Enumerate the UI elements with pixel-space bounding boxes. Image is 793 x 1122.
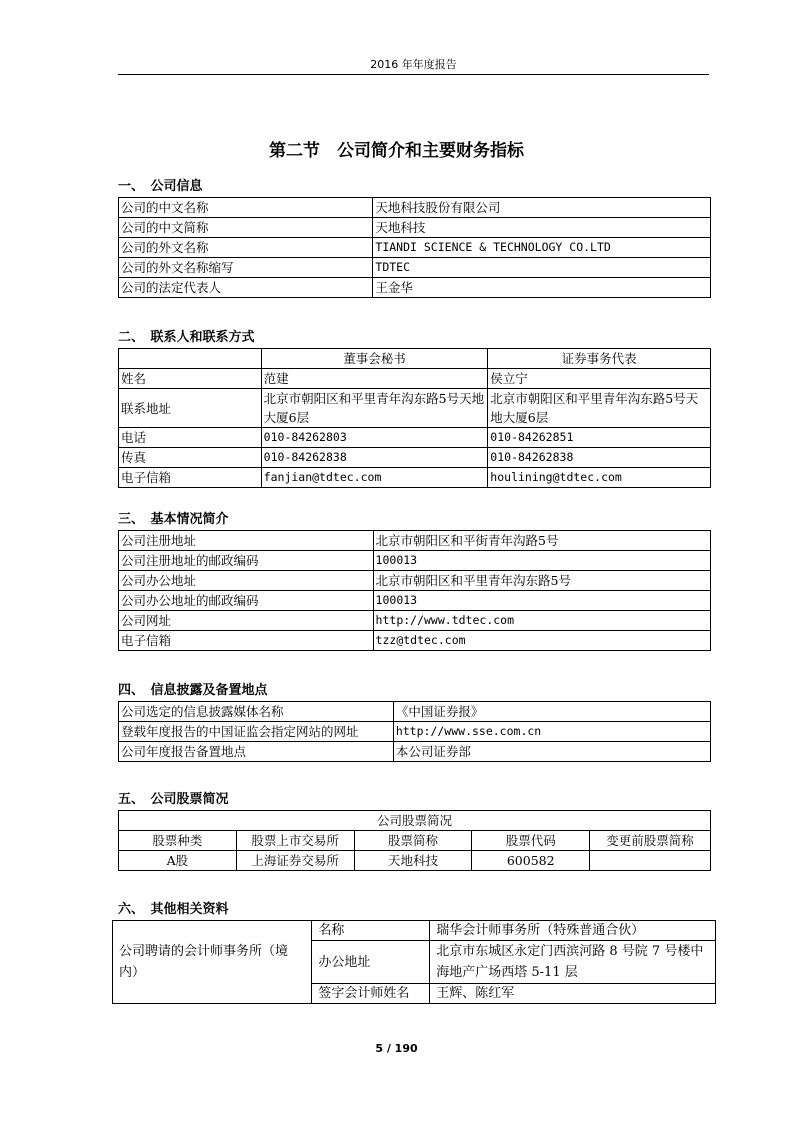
field-value: 王金华: [373, 278, 711, 298]
disclosure-table: [118, 701, 711, 762]
section-heading-contacts: 二、 联系人和联系方式: [118, 330, 255, 345]
table-row: [119, 468, 711, 488]
field-value: 本公司证券部: [393, 742, 710, 762]
table-row: [119, 702, 711, 722]
accounting-firm-label: 公司聘请的会计师事务所（境内）: [113, 921, 312, 1004]
stock-type: A股: [119, 851, 237, 871]
stock-table: [118, 810, 711, 871]
contacts-table: [118, 348, 711, 488]
field-value: 北京市东城区永定门西滨河路 8 号院 7 号楼中海地产广场西塔 5-11 层: [430, 941, 716, 984]
column-header: 股票种类: [119, 831, 237, 851]
table-row: [119, 831, 711, 851]
table-row: [119, 811, 711, 831]
field-label: 公司办公地址: [119, 571, 374, 591]
rep-value: 侯立宁: [488, 369, 711, 389]
field-value: TDTEC: [373, 258, 711, 278]
table-row: [119, 571, 711, 591]
field-label: 传真: [119, 448, 262, 468]
column-header: 股票上市交易所: [236, 831, 354, 851]
table-row: [113, 921, 716, 941]
field-value: 100013: [373, 591, 710, 611]
header-rule: [118, 74, 709, 75]
section-title: 第二节 公司简介和主要财务指标: [269, 141, 524, 161]
secretary-value: 010-84262838: [261, 448, 488, 468]
page-header: 2016 年年度报告: [370, 58, 457, 71]
page-number: 5 / 190: [375, 1042, 418, 1055]
secretary-value: fanjian@tdtec.com: [261, 468, 488, 488]
field-label: 公司注册地址: [119, 531, 374, 551]
field-label: 联系地址: [119, 389, 262, 428]
rep-value: 010-84262851: [488, 428, 711, 448]
field-label: 公司的外文名称缩写: [119, 258, 373, 278]
field-label: 电子信箱: [119, 631, 374, 651]
table-row: [119, 198, 711, 218]
field-value: 瑞华会计师事务所（特殊普通合伙）: [430, 921, 716, 941]
column-header: 股票代码: [472, 831, 590, 851]
rep-value: houlining@tdtec.com: [488, 468, 711, 488]
field-label: 公司网址: [119, 611, 374, 631]
stock-exchange: 上海证券交易所: [236, 851, 354, 871]
field-label: 公司办公地址的邮政编码: [119, 591, 374, 611]
table-row: [119, 349, 711, 369]
field-value: TIANDI SCIENCE & TECHNOLOGY CO.LTD: [373, 238, 711, 258]
header-blank: [119, 349, 262, 369]
field-label: 签字会计师姓名: [312, 984, 430, 1004]
table-row: [119, 851, 711, 871]
section-heading-company-info: 一、 公司信息: [118, 179, 203, 194]
table-row: [119, 369, 711, 389]
field-label: 公司年度报告备置地点: [119, 742, 394, 762]
table-row: [119, 591, 711, 611]
website-value: http://www.tdtec.com: [373, 611, 710, 631]
table-row: [119, 389, 711, 428]
table-row: [119, 278, 711, 298]
field-value: 北京市朝阳区和平街青年沟路5号: [373, 531, 710, 551]
secretary-value: 北京市朝阳区和平里青年沟东路5号天地大厦6层: [261, 389, 488, 428]
stock-code: 600582: [472, 851, 590, 871]
table-row: [119, 551, 711, 571]
stock-table-caption: 公司股票简况: [119, 811, 711, 831]
column-header: 股票简称: [354, 831, 472, 851]
field-label: 公司的中文名称: [119, 198, 373, 218]
column-header-rep: 证券事务代表: [488, 349, 711, 369]
field-value: 天地科技: [373, 218, 711, 238]
field-label: 名称: [312, 921, 430, 941]
basic-info-table: [118, 530, 711, 651]
table-row: [119, 742, 711, 762]
field-value: 100013: [373, 551, 710, 571]
field-label: 公司的法定代表人: [119, 278, 373, 298]
section-heading-disclosure: 四、 信息披露及备置地点: [118, 683, 268, 698]
field-label: 姓名: [119, 369, 262, 389]
table-row: [119, 722, 711, 742]
field-value: 天地科技股份有限公司: [373, 198, 711, 218]
rep-value: 北京市朝阳区和平里青年沟东路5号天地大厦6层: [488, 389, 711, 428]
secretary-value: 范建: [261, 369, 488, 389]
table-row: [119, 448, 711, 468]
field-value: 北京市朝阳区和平里青年沟东路5号: [373, 571, 710, 591]
field-label: 公司注册地址的邮政编码: [119, 551, 374, 571]
company-info-table: [118, 197, 711, 298]
field-label: 公司的中文简称: [119, 218, 373, 238]
column-header: 变更前股票简称: [590, 831, 711, 851]
table-row: [119, 218, 711, 238]
field-label: 办公地址: [312, 941, 430, 984]
section-heading-other: 六、 其他相关资料: [118, 902, 229, 917]
table-row: [119, 428, 711, 448]
section-heading-stock: 五、 公司股票简况: [118, 792, 229, 807]
website-value: http://www.sse.com.cn: [393, 722, 710, 742]
stock-previous-name: [590, 851, 711, 871]
field-value: 《中国证券报》: [393, 702, 710, 722]
email-value: tzz@tdtec.com: [373, 631, 710, 651]
table-row: [119, 238, 711, 258]
table-row: [119, 611, 711, 631]
secretary-value: 010-84262803: [261, 428, 488, 448]
field-value: 王辉、陈红军: [430, 984, 716, 1004]
field-label: 电子信箱: [119, 468, 262, 488]
other-info-table: [112, 920, 716, 1004]
table-row: [119, 258, 711, 278]
column-header-secretary: 董事会秘书: [261, 349, 488, 369]
field-label: 电话: [119, 428, 262, 448]
field-label: 公司选定的信息披露媒体名称: [119, 702, 394, 722]
rep-value: 010-84262838: [488, 448, 711, 468]
table-row: [119, 531, 711, 551]
field-label: 登载年度报告的中国证监会指定网站的网址: [119, 722, 394, 742]
field-label: 公司的外文名称: [119, 238, 373, 258]
stock-short-name: 天地科技: [354, 851, 472, 871]
section-heading-basic-info: 三、 基本情况简介: [118, 512, 229, 527]
table-row: [119, 631, 711, 651]
